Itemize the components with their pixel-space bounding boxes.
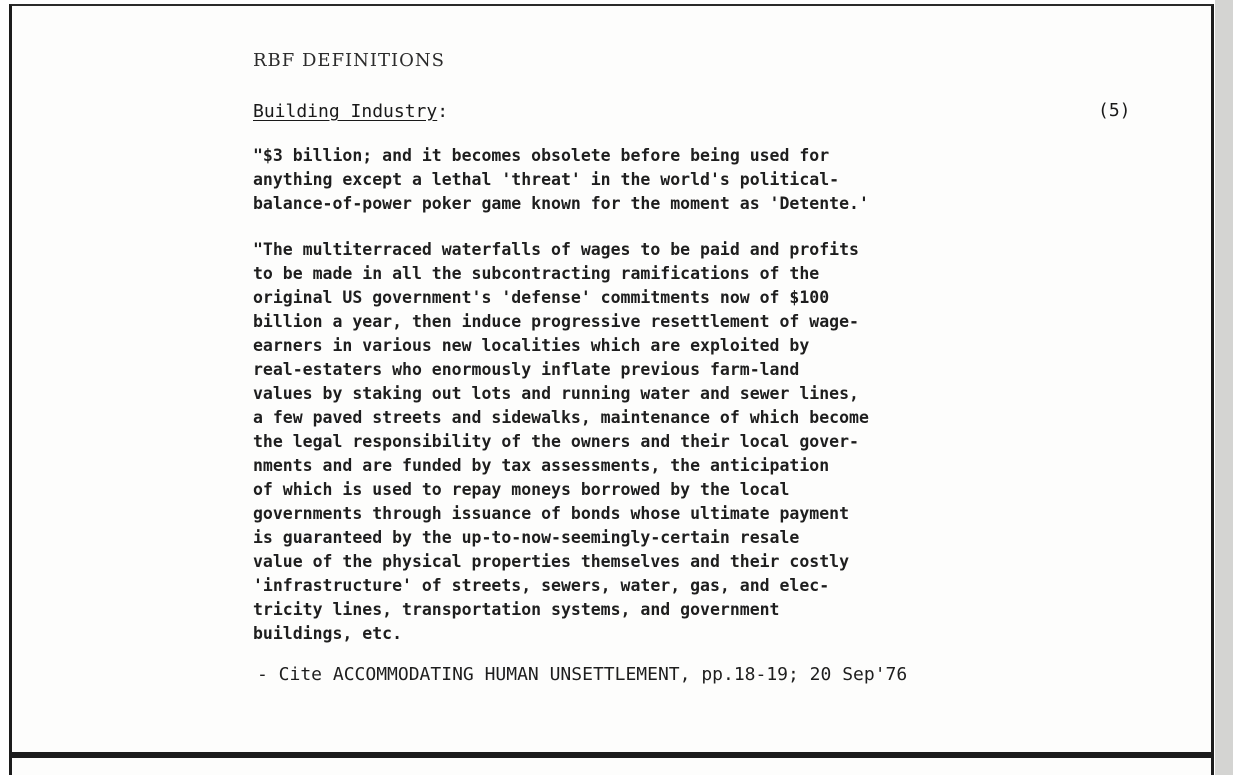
subject-label: Building Industry xyxy=(253,101,438,122)
citation: - Cite ACCOMMODATING HUMAN UNSETTLEMENT, pp.18-19; 20 Sep'76 xyxy=(257,664,908,685)
card-number: (5) xyxy=(1098,100,1131,121)
subject-heading xyxy=(253,101,448,122)
quote-paragraph-2: "The multiterraced waterfalls of wages to be paid and profits to be made in all the subcontracting ramifications of the original US government's 'defense' commitments now of $100 billion a year, then induce progressive resettlement of wage- earners in various new localities which are exploited by real-estaters who enormously inflate previous farm-land values by staking out lots and running water and sewer lines, a few paved streets and sidewalks, maintenance of which become the legal responsibility of the owners and their local gover- nments and are funded by tax assessments, the anticipation of which is used to repay moneys borrowed by the local governments through issuance of bonds whose ultimate payment is guaranteed by the up-to-now-seemingly-certain resale value of the physical properties themselves and their costly 'infrastructure' of streets, sewers, water, gas, and elec- tricity lines, transportation systems, and government buildings, etc. xyxy=(253,240,869,643)
card-header-title: RBF DEFINITIONS xyxy=(253,50,445,71)
next-card-edge xyxy=(9,755,1214,775)
subject-colon: : xyxy=(437,101,449,122)
quote-paragraph-1: "$3 billion; and it becomes obsolete before being used for anything except a lethal 'threat' in the world's political- balance-of-power poker game known for the moment as 'Detente.' xyxy=(253,146,869,213)
page-edge xyxy=(1215,0,1233,775)
